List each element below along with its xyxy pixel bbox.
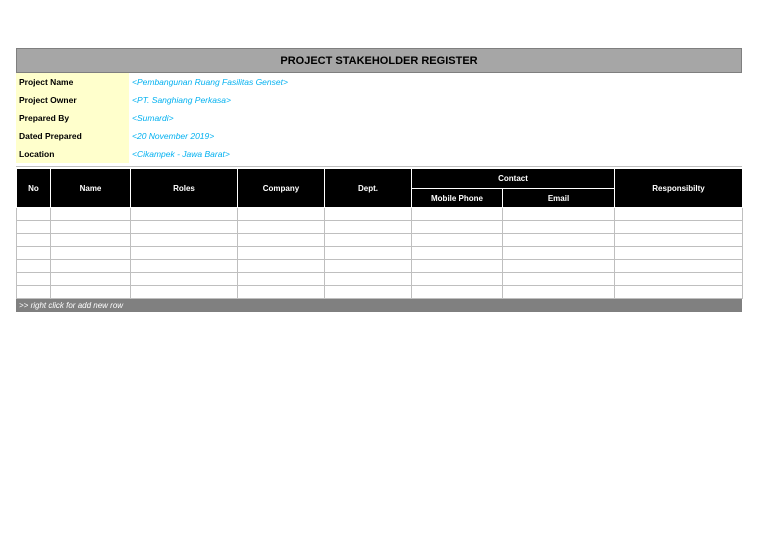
table-cell[interactable]	[325, 273, 412, 286]
table-row	[17, 286, 743, 299]
table-cell[interactable]	[17, 260, 51, 273]
table-cell[interactable]	[17, 208, 51, 221]
table-cell[interactable]	[615, 221, 743, 234]
col-header-name: Name	[51, 169, 131, 208]
table-cell[interactable]	[412, 247, 503, 260]
table-cell[interactable]	[325, 260, 412, 273]
table-cell[interactable]	[412, 221, 503, 234]
dated-prepared-value[interactable]: <20 November 2019>	[132, 131, 215, 141]
table-cell[interactable]	[131, 286, 238, 299]
table-row	[17, 208, 743, 221]
table-cell[interactable]	[325, 247, 412, 260]
table-cell[interactable]	[238, 221, 325, 234]
col-header-mobile-phone: Mobile Phone	[412, 189, 503, 208]
table-cell[interactable]	[131, 221, 238, 234]
table-cell[interactable]	[238, 273, 325, 286]
table-cell[interactable]	[238, 286, 325, 299]
table-cell[interactable]	[615, 234, 743, 247]
table-cell[interactable]	[503, 234, 615, 247]
project-name-label: Project Name	[16, 73, 129, 91]
table-cell[interactable]	[503, 260, 615, 273]
info-row-project-name	[16, 73, 742, 91]
table-cell[interactable]	[325, 286, 412, 299]
table-cell[interactable]	[17, 273, 51, 286]
table-cell[interactable]	[503, 247, 615, 260]
table-cell[interactable]	[412, 273, 503, 286]
table-cell[interactable]	[412, 234, 503, 247]
col-header-dept: Dept.	[325, 169, 412, 208]
location-value[interactable]: <Cikampek - Jawa Barat>	[132, 149, 230, 159]
project-owner-value[interactable]: <PT. Sanghiang Perkasa>	[132, 95, 231, 105]
col-header-email: Email	[503, 189, 615, 208]
table-cell[interactable]	[238, 260, 325, 273]
table-cell[interactable]	[51, 286, 131, 299]
info-row-prepared-by	[16, 109, 742, 127]
table-cell[interactable]	[615, 260, 743, 273]
table-cell[interactable]	[17, 286, 51, 299]
project-info	[16, 73, 742, 167]
table-cell[interactable]	[325, 221, 412, 234]
table-row	[17, 234, 743, 247]
project-owner-label: Project Owner	[16, 91, 129, 109]
col-header-no: No	[17, 169, 51, 208]
table-cell[interactable]	[503, 208, 615, 221]
table-cell[interactable]	[503, 273, 615, 286]
table-cell[interactable]	[412, 208, 503, 221]
col-header-company: Company	[238, 169, 325, 208]
table-cell[interactable]	[412, 260, 503, 273]
table-cell[interactable]	[131, 234, 238, 247]
col-header-contact: Contact	[412, 169, 615, 189]
dated-prepared-label: Dated Prepared	[16, 127, 129, 145]
table-cell[interactable]	[17, 247, 51, 260]
info-divider	[16, 163, 742, 167]
prepared-by-label: Prepared By	[16, 109, 129, 127]
table-cell[interactable]	[503, 221, 615, 234]
table-cell[interactable]	[17, 234, 51, 247]
table-cell[interactable]	[238, 234, 325, 247]
table-cell[interactable]	[615, 286, 743, 299]
col-header-responsibility: Responsibilty	[615, 169, 743, 208]
add-row-hint: >> right click for add new row	[16, 299, 742, 312]
table-cell[interactable]	[17, 221, 51, 234]
prepared-by-value[interactable]: <Sumardi>	[132, 113, 174, 123]
table-cell[interactable]	[325, 234, 412, 247]
table-cell[interactable]	[238, 208, 325, 221]
stakeholder-table	[16, 168, 743, 299]
table-row	[17, 260, 743, 273]
table-cell[interactable]	[51, 208, 131, 221]
table-row	[17, 221, 743, 234]
table-cell[interactable]	[325, 208, 412, 221]
col-header-roles: Roles	[131, 169, 238, 208]
info-row-project-owner	[16, 91, 742, 109]
table-cell[interactable]	[51, 273, 131, 286]
page-title: PROJECT STAKEHOLDER REGISTER	[16, 48, 742, 73]
table-cell[interactable]	[615, 208, 743, 221]
info-row-dated-prepared	[16, 127, 742, 145]
table-row	[17, 247, 743, 260]
table-cell[interactable]	[51, 247, 131, 260]
table-cell[interactable]	[615, 273, 743, 286]
table-cell[interactable]	[503, 286, 615, 299]
table-cell[interactable]	[412, 286, 503, 299]
location-label: Location	[16, 145, 129, 163]
table-cell[interactable]	[51, 221, 131, 234]
project-name-value[interactable]: <Pembangunan Ruang Fasilitas Genset>	[132, 77, 288, 87]
table-row	[17, 273, 743, 286]
info-row-location	[16, 145, 742, 163]
table-cell[interactable]	[131, 260, 238, 273]
table-cell[interactable]	[51, 260, 131, 273]
table-cell[interactable]	[51, 234, 131, 247]
table-cell[interactable]	[615, 247, 743, 260]
table-cell[interactable]	[131, 208, 238, 221]
table-cell[interactable]	[131, 273, 238, 286]
table-cell[interactable]	[238, 247, 325, 260]
table-cell[interactable]	[131, 247, 238, 260]
stakeholder-register-sheet	[16, 48, 742, 312]
